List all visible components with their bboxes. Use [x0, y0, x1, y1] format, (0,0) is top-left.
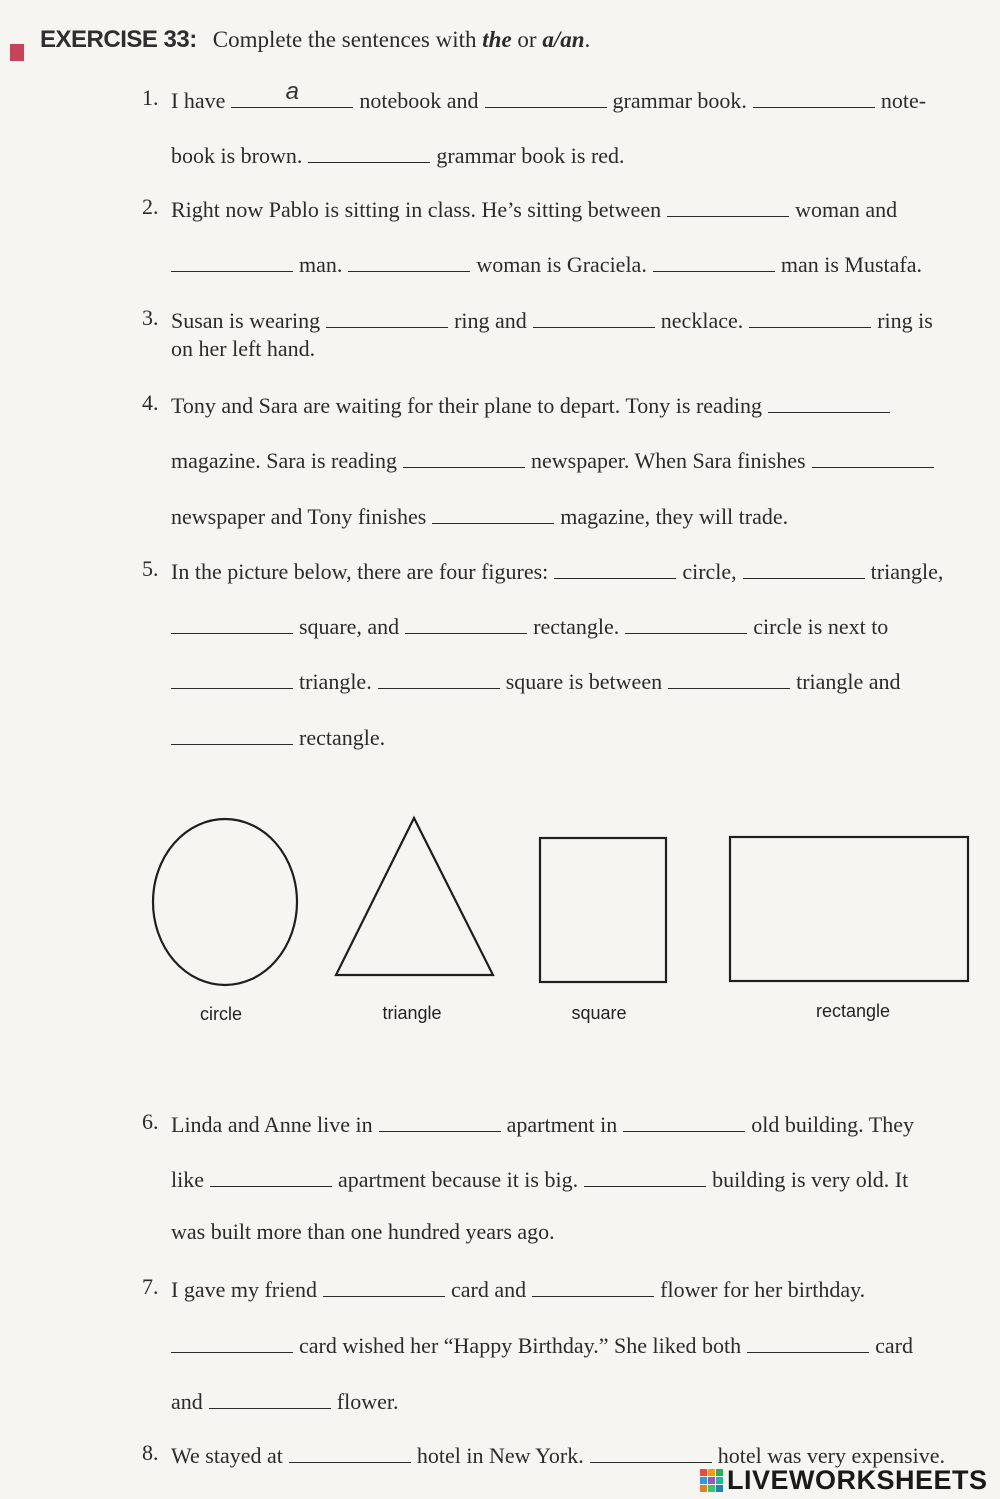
answer-blank[interactable]	[231, 78, 353, 108]
sentence-text	[171, 388, 896, 421]
sentence-fragment: ring is	[877, 308, 933, 333]
square-label: square	[571, 1003, 627, 1023]
sentence-text	[171, 720, 385, 753]
exercise-line	[0, 720, 1000, 750]
answer-blank[interactable]	[533, 303, 655, 328]
sentence-fragment: necklace.	[660, 308, 744, 333]
sentence-fragment: circle is next to	[753, 614, 889, 639]
answer-blank[interactable]	[584, 1162, 706, 1187]
sentence-fragment: I gave my friend	[171, 1277, 317, 1302]
sentence-fragment: apartment in	[506, 1112, 618, 1137]
instruction: Complete the sentences with the or a/an.	[212, 27, 591, 52]
exercise-line	[0, 334, 1000, 364]
answer-blank[interactable]	[623, 1107, 745, 1132]
item-number: 3.	[142, 305, 159, 330]
sentence-fragment: triangle.	[299, 669, 372, 694]
answer-blank[interactable]	[405, 609, 527, 634]
answer-blank[interactable]	[532, 1272, 654, 1297]
answer-blank[interactable]	[378, 664, 500, 689]
item-number: 6.	[142, 1109, 159, 1134]
logo-icon	[700, 1469, 723, 1492]
circle-figure	[153, 819, 297, 985]
sentence-fragment: notebook and	[359, 88, 479, 113]
exercise-title: EXERCISE 33:	[40, 26, 197, 53]
sentence-fragment: I have	[171, 88, 226, 113]
sentence-text	[171, 192, 897, 225]
answer-blank[interactable]	[171, 247, 293, 272]
logo-square	[716, 1485, 723, 1492]
answer-blank[interactable]	[348, 247, 470, 272]
sentence-fragment: Right now Pablo is sitting in class. He’s sitting between	[171, 197, 662, 222]
sentence-text	[171, 554, 943, 587]
sentence-fragment: newspaper. When Sara finishes	[531, 448, 806, 473]
answer-blank[interactable]	[209, 1384, 331, 1409]
sentence-fragment: In the picture below, there are four figures:	[171, 559, 549, 584]
logo-square	[708, 1477, 715, 1484]
sentence-fragment: Tony and Sara are waiting for their plane to depart. Tony is reading	[171, 393, 762, 418]
sentence-fragment: rectangle.	[299, 725, 386, 750]
item-number: 8.	[142, 1440, 159, 1465]
item-number: 5.	[142, 556, 159, 581]
sentence-text	[171, 1384, 398, 1417]
sentence-fragment: magazine. Sara is reading	[171, 448, 398, 473]
answer-blank[interactable]	[625, 609, 747, 634]
sentence-fragment: man.	[299, 252, 343, 277]
answer-blank[interactable]	[743, 554, 865, 579]
sentence-text	[171, 1107, 914, 1140]
exercise-line	[0, 499, 1000, 529]
answer-blank[interactable]	[171, 609, 293, 634]
sentence-fragment: apartment because it is big.	[338, 1167, 579, 1192]
answer-blank[interactable]	[753, 83, 875, 108]
exercise-header	[40, 26, 590, 54]
logo-square	[700, 1485, 707, 1492]
answer-blank[interactable]	[590, 1438, 712, 1463]
sentence-fragment: square is between	[505, 669, 663, 694]
exercise-line	[0, 1384, 1000, 1414]
answer-blank[interactable]	[653, 247, 775, 272]
exercise-line	[0, 1217, 1000, 1247]
answer-blank[interactable]	[485, 83, 607, 108]
sentence-fragment: hotel was very expensive.	[717, 1443, 945, 1468]
exercise-line	[0, 1107, 1000, 1137]
answer-blank[interactable]	[403, 443, 525, 468]
sentence-text	[171, 1272, 865, 1305]
answer-blank[interactable]	[323, 1272, 445, 1297]
figures-svg	[0, 810, 1000, 1000]
sentence-fragment: woman and	[795, 197, 898, 222]
exercise-line	[0, 303, 1000, 333]
sentence-fragment: note-	[880, 88, 927, 113]
sentence-text	[171, 78, 927, 116]
logo-square	[700, 1477, 707, 1484]
item-number: 4.	[142, 390, 159, 415]
rectangle-label: rectangle	[815, 1001, 891, 1021]
logo-square	[700, 1469, 707, 1476]
exercise-line	[0, 443, 1000, 473]
sentence-fragment: was built more than one hundred years ago.	[171, 1219, 555, 1244]
sentence-text	[171, 303, 933, 336]
logo-square	[708, 1485, 715, 1492]
sentence-text	[171, 1162, 908, 1195]
sentence-text	[171, 247, 922, 280]
circle-label: circle	[199, 1004, 242, 1024]
section-marker	[10, 44, 24, 61]
sentence-fragment: building is very old. It	[712, 1167, 909, 1192]
answer-blank[interactable]	[432, 499, 554, 524]
sentence-text	[171, 1328, 913, 1361]
item-number: 2.	[142, 194, 159, 219]
sentence-fragment: woman is Graciela.	[476, 252, 647, 277]
figures-picture	[0, 810, 1000, 1040]
exercise-line	[0, 664, 1000, 694]
sentence-fragment: Susan is wearing	[171, 308, 321, 333]
sentence-fragment: man is Mustafa.	[780, 252, 922, 277]
sentence-text	[171, 1217, 555, 1247]
sentence-text	[171, 138, 625, 171]
sentence-fragment: We stayed at	[171, 1443, 283, 1468]
answer-blank[interactable]	[171, 720, 293, 745]
sentence-fragment: book is brown.	[171, 143, 303, 168]
sentence-fragment: triangle,	[870, 559, 944, 584]
answer-blank[interactable]	[749, 303, 871, 328]
answer-blank[interactable]	[308, 138, 430, 163]
rectangle-figure	[730, 837, 968, 981]
exercise-line	[0, 388, 1000, 418]
sentence-fragment: circle,	[682, 559, 737, 584]
exercise-line	[0, 192, 1000, 222]
answer-blank[interactable]	[667, 192, 789, 217]
sentence-fragment: triangle and	[796, 669, 901, 694]
sentence-fragment: square, and	[299, 614, 400, 639]
liveworksheets-logo: LIVEWORKSHEETS	[700, 1464, 988, 1496]
exercise-line	[0, 1272, 1000, 1302]
exercise-line	[0, 138, 1000, 168]
sentence-text	[171, 609, 888, 642]
sentence-fragment: newspaper and Tony finishes	[171, 504, 427, 529]
sentence-fragment: card	[875, 1333, 913, 1358]
answer-blank[interactable]	[554, 554, 676, 579]
answer-blank[interactable]	[210, 1162, 332, 1187]
answer-blank[interactable]	[171, 664, 293, 689]
answer-blank[interactable]	[768, 388, 890, 413]
answer-blank[interactable]	[812, 443, 934, 468]
item-number: 1.	[142, 85, 159, 110]
sentence-fragment: flower for her birthday.	[660, 1277, 866, 1302]
sentence-fragment: on her left hand.	[171, 336, 316, 361]
answer-blank[interactable]	[326, 303, 448, 328]
item-number: 7.	[142, 1274, 159, 1299]
sentence-fragment: grammar book is red.	[436, 143, 625, 168]
logo-square	[708, 1469, 715, 1476]
sentence-fragment: card wished her “Happy Birthday.” She liked both	[299, 1333, 742, 1358]
sentence-fragment: rectangle.	[533, 614, 620, 639]
square-figure	[540, 838, 666, 982]
filled-answer: a	[285, 78, 300, 105]
sentence-fragment: magazine, they will trade.	[560, 504, 789, 529]
sentence-fragment: card and	[451, 1277, 527, 1302]
exercise-line	[0, 554, 1000, 584]
answer-blank[interactable]	[747, 1328, 869, 1353]
sentence-text	[171, 443, 940, 476]
sentence-text	[171, 499, 788, 532]
logo-square	[716, 1469, 723, 1476]
sentence-fragment: and	[171, 1389, 203, 1414]
sentence-fragment: ring and	[454, 308, 527, 333]
triangle-label: triangle	[382, 1003, 442, 1023]
answer-blank[interactable]	[171, 1328, 293, 1353]
sentence-fragment: Linda and Anne live in	[171, 1112, 373, 1137]
sentence-fragment: grammar book.	[612, 88, 747, 113]
exercise-line	[0, 1328, 1000, 1358]
exercise-line	[0, 247, 1000, 277]
sentence-fragment: old building. They	[751, 1112, 914, 1137]
sentence-fragment: like	[171, 1167, 204, 1192]
exercise-line	[0, 1162, 1000, 1192]
exercise-line	[0, 78, 1000, 113]
answer-blank[interactable]	[289, 1438, 411, 1463]
sentence-text	[171, 334, 315, 364]
answer-blank[interactable]	[379, 1107, 501, 1132]
triangle-figure	[336, 818, 493, 975]
sentence-fragment: hotel in New York.	[416, 1443, 584, 1468]
sentence-fragment: flower.	[336, 1389, 399, 1414]
answer-blank[interactable]	[668, 664, 790, 689]
logo-square	[716, 1477, 723, 1484]
sentence-text	[171, 664, 901, 697]
exercise-line	[0, 609, 1000, 639]
